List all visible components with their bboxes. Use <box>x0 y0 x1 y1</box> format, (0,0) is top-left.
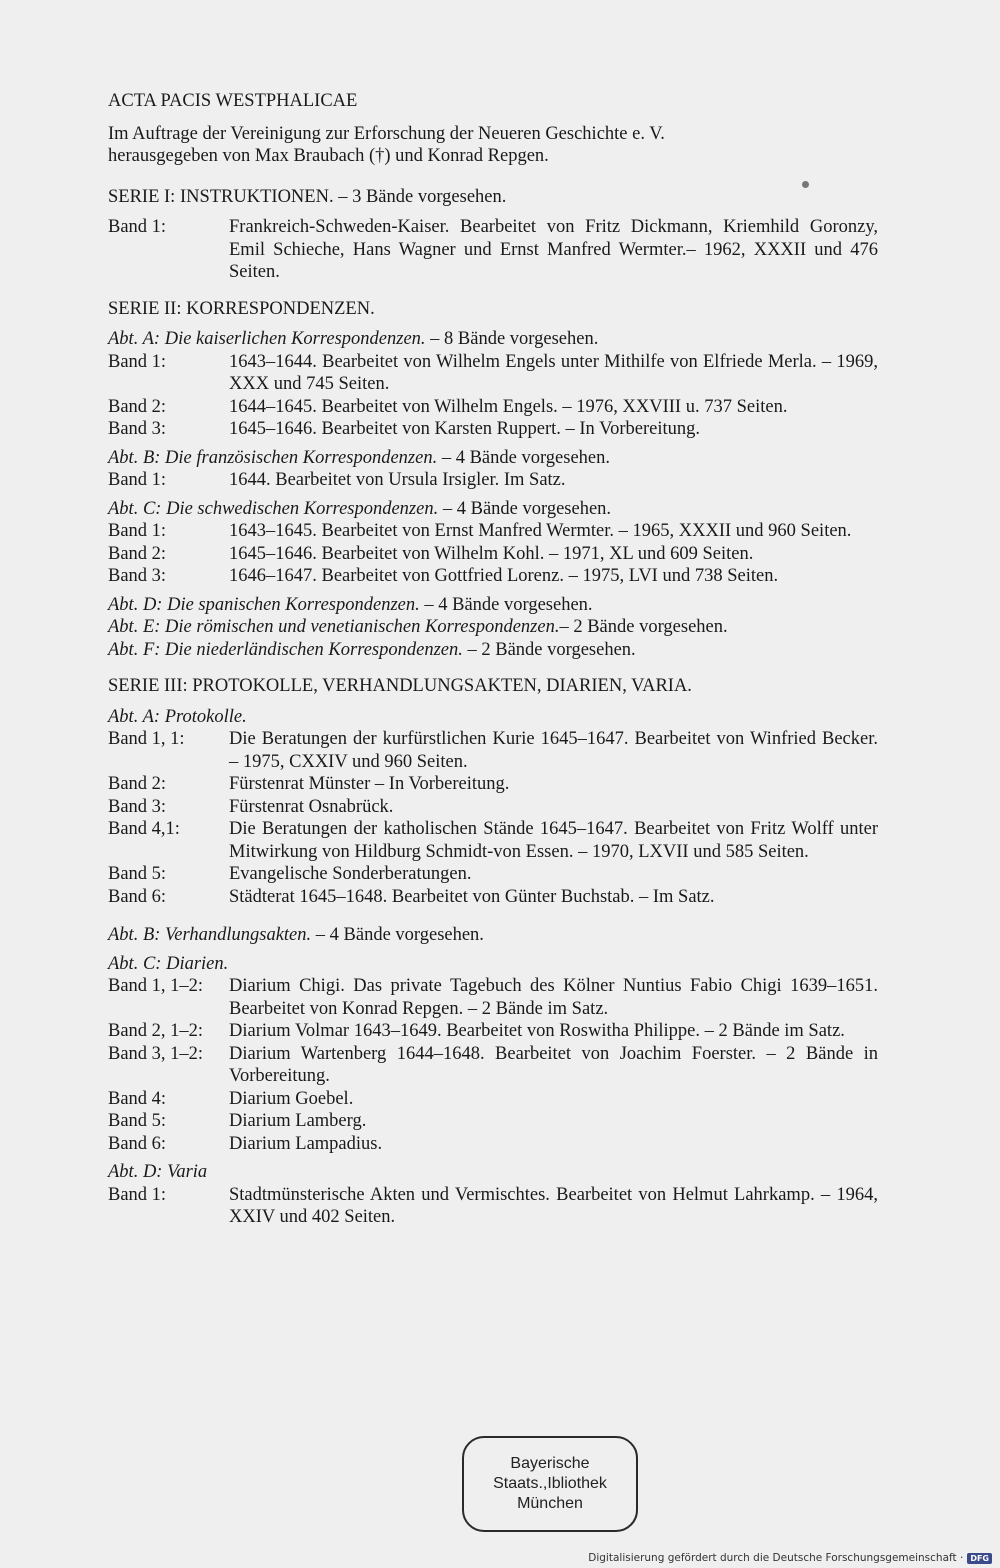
abt-title: Die schwedischen Korrespondenzen. <box>166 498 439 519</box>
volume-text: 1644. Bearbeitet von Ursula Irsigler. Im Satz. <box>229 470 566 490</box>
volume-label: Band 3, 1–2: <box>108 1043 204 1064</box>
volume-label: Band 1: <box>108 351 167 372</box>
abt-note: – 4 Bände vorgesehen. <box>438 498 612 519</box>
volume-label: Band 1: <box>108 1184 167 1205</box>
abt-note: – 2 Bände vorgesehen. <box>559 617 728 637</box>
volume-entry <box>108 216 878 284</box>
volume-label: Band 2, 1–2: <box>108 1021 204 1041</box>
stamp-line: München <box>517 1495 583 1512</box>
volume-entry <box>108 863 878 886</box>
volume-label: Band 1: <box>108 470 167 490</box>
volume-entry <box>108 773 878 796</box>
volume-text: Diarium Wartenberg 1644–1648. Bearbeitet von Joachim Foerster. – 2 Bände in Vorbereitung. <box>229 1043 878 1086</box>
dfg-logo-icon: DFG <box>967 1553 992 1564</box>
volume-text: 1643–1645. Bearbeitet von Ernst Manfred Wermter. – 1965, XXXII und 960 Seiten. <box>229 521 852 541</box>
abteilung-heading <box>108 594 878 617</box>
abteilung-heading <box>108 706 878 729</box>
volume-label: Band 1, 1: <box>108 729 185 749</box>
abt-title: Protokolle. <box>164 706 247 727</box>
abt-lead: Abt. A: <box>108 329 161 349</box>
abteilung-heading <box>108 616 878 639</box>
abt-note: – 4 Bände vorgesehen. <box>311 925 484 945</box>
volume-entry <box>108 886 878 909</box>
volume-entry <box>108 396 878 419</box>
abteilung-heading <box>108 924 878 947</box>
abt-title: Die spanischen Korrespondenzen. <box>167 594 420 615</box>
abt-title: Varia <box>167 1162 208 1182</box>
volume-label: Band 6: <box>108 1133 167 1154</box>
abteilung-heading <box>108 498 878 521</box>
abt-lead: Abt. F: <box>108 639 161 660</box>
digitization-footer <box>588 1552 992 1564</box>
library-stamp <box>462 1436 638 1532</box>
stamp-line: Staats.,Ibliothek <box>493 1475 607 1492</box>
volume-entry <box>108 818 878 863</box>
volume-entry <box>108 728 878 773</box>
abt-note: – 8 Bände vorgesehen. <box>425 329 599 349</box>
volume-text: Stadtmünsterische Akten und Vermischtes. Bearbeitet von Helmut Lahrkamp. – 1964, XXIV und 402 Seiten. <box>229 1184 878 1227</box>
volume-text: Diarium Lamberg. <box>229 1111 367 1131</box>
intro <box>108 123 878 168</box>
volume-entry <box>108 1184 878 1229</box>
volume-text: Städterat 1645–1648. Bearbeitet von Günter Buchstab. – Im Satz. <box>229 886 715 907</box>
volume-label: Band 2: <box>108 543 167 564</box>
volume-text: Evangelische Sonderberatungen. <box>229 864 472 884</box>
volume-text: 1646–1647. Bearbeitet von Gottfried Lorenz. – 1975, LVI und 738 Seiten. <box>229 566 779 586</box>
content-block <box>108 90 878 1229</box>
volume-entry <box>108 520 878 543</box>
volume-label: Band 1: <box>108 217 167 237</box>
serie-heading: SERIE III: PROTOKOLLE, VERHANDLUNGSAKTEN, DIARIEN, VARIA. <box>108 676 692 696</box>
volume-entry <box>108 1020 878 1043</box>
intro-line: Im Auftrage der Vereinigung zur Erforschung der Neueren Geschichte e. V. <box>108 123 665 144</box>
volume-entry <box>108 1088 878 1111</box>
volume-label: Band 2: <box>108 774 167 794</box>
volume-entry <box>108 565 878 588</box>
volume-text: 1643–1644. Bearbeitet von Wilhelm Engels unter Mithilfe von Elfriede Merla. – 1969, XXX und 745 Seiten. <box>229 351 878 394</box>
volume-entry <box>108 975 878 1020</box>
abteilung-heading <box>108 1161 878 1184</box>
volume-entry <box>108 1133 878 1156</box>
intro-line: herausgegeben von Max Braubach (†) und Konrad Repgen. <box>108 146 549 166</box>
volume-text: Diarium Chigi. Das private Tagebuch des Kölner Nuntius Fabio Chigi 1639–1651. Bearbeitet von Konrad Repgen. – 2 Bände im Satz. <box>229 976 878 1019</box>
abteilung-heading <box>108 328 878 351</box>
volume-text: Diarium Volmar 1643–1649. Bearbeitet von Roswitha Philippe. – 2 Bände im Satz. <box>229 1021 845 1041</box>
abt-title: Die römischen und venetianischen Korrespondenzen. <box>165 617 560 637</box>
abt-title: Die französischen Korrespondenzen. <box>165 447 438 468</box>
volume-label: Band 2: <box>108 396 167 417</box>
abt-lead: Abt. D: <box>108 594 163 615</box>
abt-title: Die kaiserlichen Korrespondenzen. <box>164 329 426 349</box>
volume-text: Die Beratungen der katholischen Stände 1645–1647. Bearbeitet von Fritz Wolff unter Mitwirkung von Hildburg Schmidt-von Essen. – 1970, LXVII und 585 Seiten. <box>229 819 878 862</box>
volume-entry <box>108 351 878 396</box>
abt-lead: Abt. C: <box>108 498 162 519</box>
volume-label: Band 6: <box>108 886 167 907</box>
volume-text: 1644–1645. Bearbeitet von Wilhelm Engels. – 1976, XXVIII u. 737 Seiten. <box>229 396 788 417</box>
volume-label: Band 1, 1–2: <box>108 976 204 996</box>
volume-entry <box>108 543 878 566</box>
volume-label: Band 3: <box>108 796 167 817</box>
abt-title: Diarien. <box>166 953 229 974</box>
spacer <box>108 908 878 924</box>
abt-lead: Abt. C: <box>108 953 162 974</box>
abt-note: – 4 Bände vorgesehen. <box>437 447 610 468</box>
stamp-line: Bayerische <box>510 1455 590 1472</box>
volume-text: 1645–1646. Bearbeitet von Karsten Ruppert. – In Vorbereitung. <box>229 419 700 439</box>
volume-label: Band 5: <box>108 1111 167 1131</box>
volume-text: Fürstenrat Osnabrück. <box>229 796 394 817</box>
volume-entry <box>108 796 878 819</box>
abt-note: – 2 Bände vorgesehen. <box>462 639 636 660</box>
volume-text: Diarium Lampadius. <box>229 1133 383 1154</box>
abt-lead: Abt. B: <box>108 447 161 468</box>
series-title: ACTA PACIS WESTPHALICAE <box>108 91 358 111</box>
abteilung-heading <box>108 953 878 976</box>
volume-entry <box>108 418 878 441</box>
volume-text: Die Beratungen der kurfürstlichen Kurie 1645–1647. Bearbeitet von Winfried Becker. – 1975, CXXIV und 960 Seiten. <box>229 729 878 772</box>
volume-label: Band 1: <box>108 521 167 541</box>
abteilung-heading <box>108 447 878 470</box>
abt-note: – 4 Bände vorgesehen. <box>419 594 593 615</box>
serie-heading: SERIE II: KORRESPONDENZEN. <box>108 298 375 319</box>
volume-entry <box>108 1110 878 1133</box>
volume-text: Diarium Goebel. <box>229 1088 354 1109</box>
volume-text: Frankreich-Schweden-Kaiser. Bearbeitet von Fritz Dickmann, Kriemhild Goronzy, Emil Schieche, Hans Wagner und Ernst Manfred Wermter.– 1962, XXXII und 476 Seiten. <box>229 217 878 282</box>
volume-text: 1645–1646. Bearbeitet von Wilhelm Kohl. – 1971, XL und 609 Seiten. <box>229 543 754 564</box>
abt-lead: Abt. A: <box>108 706 161 727</box>
abt-title: Verhandlungsakten. <box>165 925 312 945</box>
volume-label: Band 3: <box>108 419 167 439</box>
footer-text: Digitalisierung gefördert durch die Deutsche Forschungsgemeinschaft · <box>588 1552 964 1564</box>
volume-entry <box>108 469 878 492</box>
abt-lead: Abt. D: <box>108 1162 163 1182</box>
abteilung-heading <box>108 639 878 662</box>
abt-lead: Abt. B: <box>108 925 161 945</box>
volume-label: Band 5: <box>108 864 167 884</box>
volume-label: Band 4,1: <box>108 819 180 839</box>
abt-title: Die niederländischen Korrespondenzen. <box>165 639 463 660</box>
volume-label: Band 4: <box>108 1088 167 1109</box>
volume-entry <box>108 1043 878 1088</box>
volume-text: Fürstenrat Münster – In Vorbereitung. <box>229 774 510 794</box>
volume-label: Band 3: <box>108 566 167 586</box>
serie-heading: SERIE I: INSTRUKTIONEN. – 3 Bände vorgesehen. <box>108 186 507 207</box>
abt-lead: Abt. E: <box>108 617 161 637</box>
